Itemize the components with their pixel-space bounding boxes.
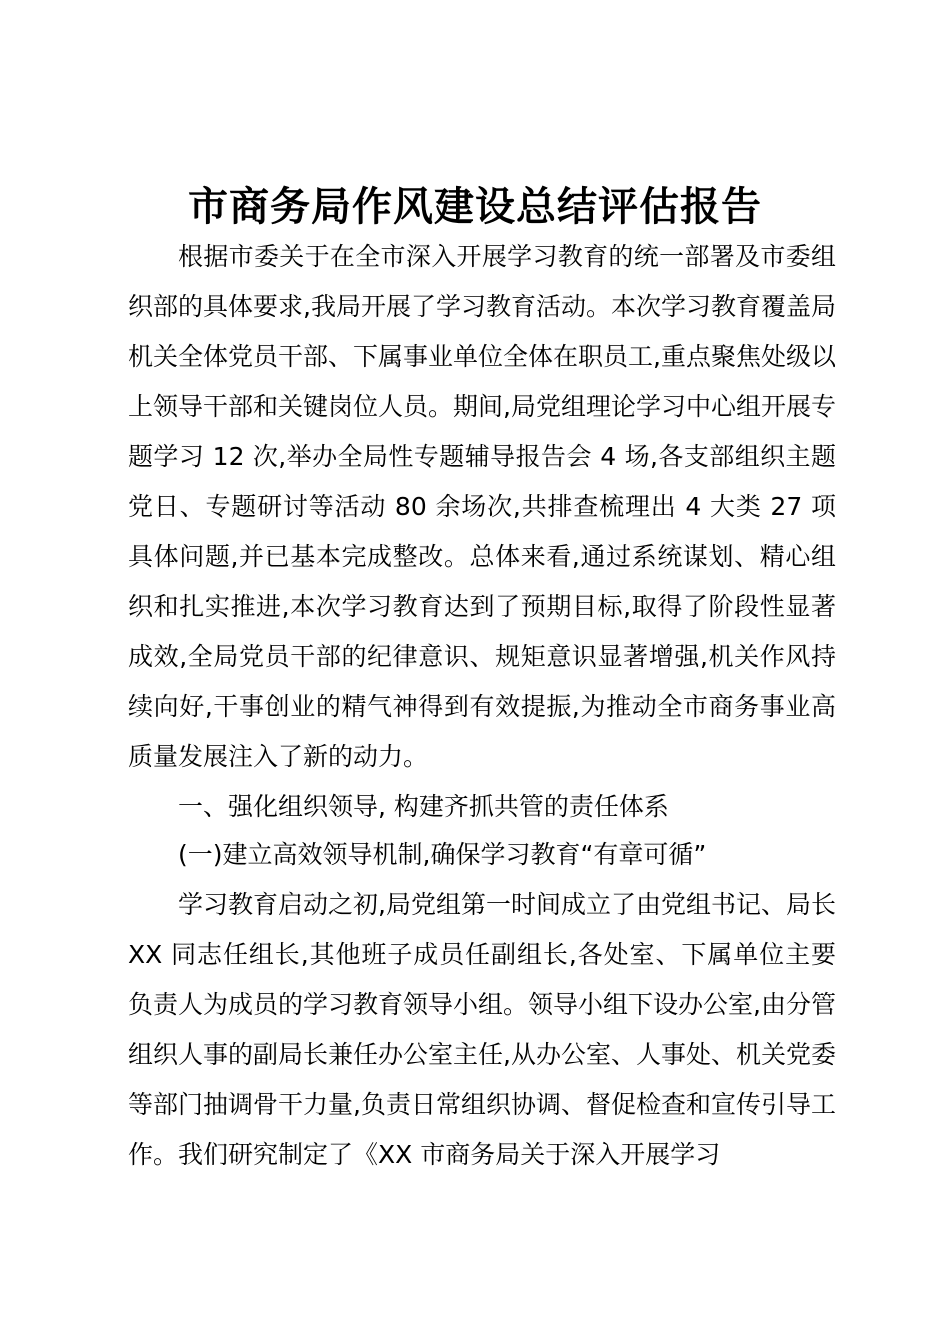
section-heading: 一、强化组织领导, 构建齐抓共管的责任体系: [178, 792, 669, 821]
intro-paragraph: 根据市委关于在全市深入开展学习教育的统一部署及市委组织部的具体要求,我局开展了学习教育活动。本次学习教育覆盖局机关全体党员干部、下属事业单位全体在职员工,重点聚焦处级以上领导干部和关键岗位人员。期间,局党组理论学习中心组开展专题学习 12 次,举办全局性专题辅导报告会 4 场,各支部组织主题党日、专题研讨等活动 80 余场次,共排查梳理出 4 大类 27 项具体问题,并已基本完成整改。总体来看,通过系统谋划、精心组织和扎实推进,本次学习教育达到了预期目标,取得了阶段性显著成效,全局党员干部的纪律意识、规矩意识显著增强,机关作风持续向好,干事创业的精气神得到有效提振,为推动全市商务事业高质量发展注入了新的动力。: [128, 242, 836, 771]
subsection-heading: (一)建立高效领导机制,确保学习教育“有章可循”: [178, 840, 707, 869]
document-title: 市商务局作风建设总结评估报告: [188, 183, 762, 230]
body-paragraph: 学习教育启动之初,局党组第一时间成立了由党组书记、局长 XX 同志任组长,其他班子成员任副组长,各处室、下属单位主要负责人为成员的学习教育领导小组。领导小组下设办公室,由分管组织人事的副局长兼任办公室主任,从办公室、人事处、机关党委等部门抽调骨干力量,负责日常组织协调、督促检查和宣传引导工作。我们研究制定了《XX 市商务局关于深入开展学习: [128, 890, 836, 1169]
